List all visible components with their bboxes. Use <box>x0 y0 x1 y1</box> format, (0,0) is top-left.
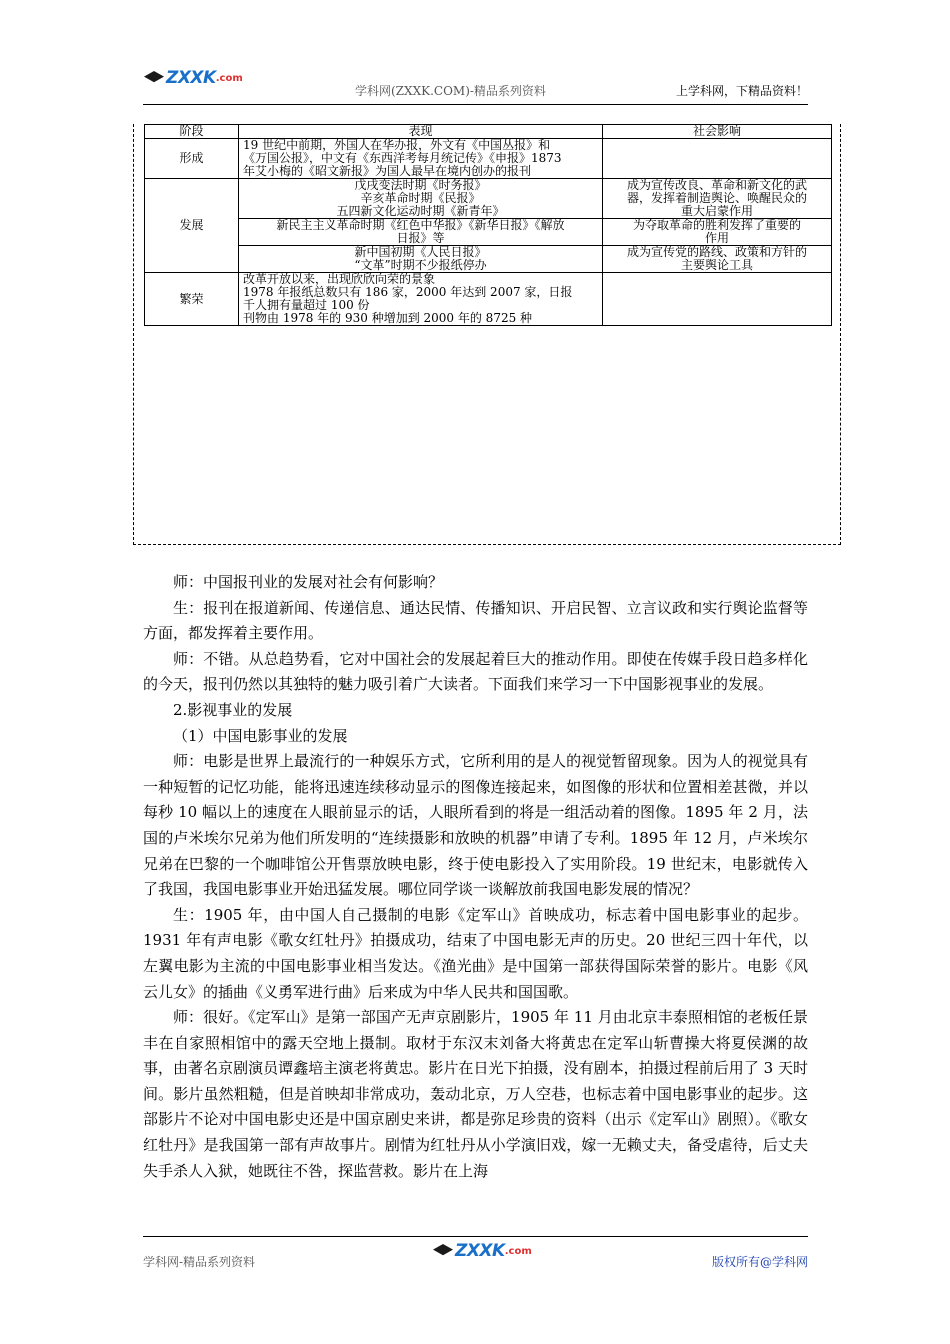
paragraph: 师：很好。《定军山》是第一部国产无声京剧影片，1905 年 11 月由北京丰泰照相馆的老板任景丰在自家照相馆中的露天空地上摄制。取材于东汉末刘备大将黄忠在定军山斩曹操大将夏侯渊的故事，由著名京剧演员谭鑫培主演老将黄忠。影片在日光下拍摄，没有剧本，拍摄过程前后用了 3 天时间。影片虽然粗糙，但是首映却非常成功，轰动北京，万人空巷，也标志着中国电影事业的起步。这部影片不论对中国电影史还是中国京剧史来讲，都是弥足珍贵的资料（出示《定军山》剧照）。《歌女红牡丹》是我国第一部有声故事片。剧情为红牡丹从小学演旧戏，嫁一无赖丈夫，备受虐待，后丈夫失手杀人入狱，她既往不咎，探监营救。影片在上海 <box>143 1008 808 1180</box>
table-row-formation <box>145 139 832 179</box>
paragraph: 师：电影是世界上最流行的一种娱乐方式，它所利用的是人的视觉暂留现象。因为人的视觉具有一种短暂的记忆功能，能将迅速连续移动显示的图像连接起来，如图像的形状和位置相差甚微，并以每秒 10 幅以上的速度在人眼前显示的话，人眼所看到的将是一组活动着的图像。1895 年 2 月，法国的卢米埃尔兄弟为他们所发明的“连续摄影和放映的机器”申请了专利。1895 年 12 月，卢米埃尔兄弟在巴黎的一个咖啡馆公开售票放映电影，终于使电影投入了实用阶段。19 世纪末，电影就传入了我国，我国电影事业开始迅猛发展。哪位同学谈一谈解放前我国电影发展的情况？ <box>143 752 808 899</box>
development-performance-1 <box>239 179 603 219</box>
logo-text: ZXXK <box>166 68 216 88</box>
table-row-development-3 <box>145 246 832 273</box>
header-impact: 社会影响 <box>603 125 832 139</box>
paragraph: 师：中国报刊业的发展对社会有何影响？ <box>173 573 444 591</box>
cell-line: 日报》等 <box>396 231 445 245</box>
cell-line: 作用 <box>704 231 729 245</box>
subsection-heading: （1）中国电影事业的发展 <box>173 726 348 745</box>
development-impact-3 <box>603 246 832 273</box>
cell-line: 1978 年报纸总数只有 186 家，2000 年达到 2007 家，日报 <box>243 285 573 299</box>
stage-formation: 形成 <box>145 139 239 179</box>
table-row-development-1 <box>145 179 832 219</box>
development-performance-2 <box>239 219 603 246</box>
table-row-prosperity <box>145 273 832 326</box>
cell-line: 成为宣传党的路线、政策和方针的 <box>626 245 807 259</box>
footer-logo <box>433 1241 532 1261</box>
logo-suffix: .com <box>215 72 243 84</box>
cell-line: 重大启蒙作用 <box>680 204 753 218</box>
logo-suffix: .com <box>504 1245 532 1257</box>
formation-performance <box>239 139 603 179</box>
logo-text: ZXXK <box>455 1241 505 1261</box>
formation-impact <box>603 139 832 179</box>
table-row-development-2 <box>145 219 832 246</box>
paragraph: 师：不错。从总趋势看，它对中国社会的发展起着巨大的推动作用。即使在传媒手段日趋多样化的今天，报刊仍然以其独特的魅力吸引着广大读者。下面我们来学习一下中国影视事业的发展。 <box>143 649 808 694</box>
cell-line: 刊物由 1978 年的 930 种增加到 2000 年的 8725 种 <box>243 311 533 325</box>
header-slogan: 上学科网，下精品资料！ <box>675 84 808 98</box>
cell-line: 《万国公报》，中文有《东西洋考每月统记传》《申报》1873 <box>243 151 562 165</box>
cell-line: 五四新文化运动时期《新青年》 <box>336 204 505 218</box>
cell-line: 主要舆论工具 <box>680 258 753 272</box>
graduation-cap-icon <box>433 1244 453 1258</box>
cell-line: 戊戌变法时期《时务报》 <box>354 178 487 192</box>
footer-left-text: 学科网-精品系列资料 <box>143 1255 256 1269</box>
paragraph: 生：1905 年，由中国人自己摄制的电影《定军山》首映成功，标志着中国电影事业的起步。1931 年有声电影《歌女红牡丹》拍摄成功，结束了中国电影无声的历史。20 世纪三四十年代，以左翼电影为主流的中国电影事业相当发达。《渔光曲》是中国第一部获得国际荣誉的影片。电影《风云儿女》的插曲《义勇军进行曲》后来成为中华人民共和国国歌。 <box>143 905 808 1001</box>
newspaper-development-table <box>144 124 832 326</box>
stage-prosperity: 繁荣 <box>145 273 239 326</box>
cell-line: 为夺取革命的胜利发挥了重要的 <box>632 218 801 232</box>
cell-line: 辛亥革命时期《民报》 <box>360 191 481 205</box>
cell-line: “文革”时期不少报纸停办 <box>354 258 487 272</box>
cell-line: 成为宣传改良、革命和新文化的武 <box>626 178 807 192</box>
cell-line: 新民主主义革命时期《红色中华报》《新华日报》《解放 <box>276 218 565 232</box>
prosperity-performance <box>239 273 603 326</box>
table-frame <box>133 124 841 545</box>
cell-line: 千人拥有量超过 100 份 <box>243 298 370 312</box>
page-header <box>143 78 808 105</box>
development-impact-1 <box>603 179 832 219</box>
cell-line: 19 世纪中前期，外国人在华办报，外文有《中国丛报》和 <box>243 138 551 152</box>
cell-line: 年艾小梅的《昭文新报》为国人最早在境内创办的报刊 <box>243 164 532 178</box>
page-footer <box>143 1236 808 1277</box>
stage-development: 发展 <box>145 179 239 273</box>
table-header-row <box>145 125 832 139</box>
cell-line: 改革开放以来，出现欣欣向荣的景象 <box>243 272 436 286</box>
cell-line: 新中国初期《人民日报》 <box>354 245 487 259</box>
development-performance-3 <box>239 246 603 273</box>
prosperity-impact <box>603 273 832 326</box>
header-title: 学科网(ZXXK.COM)-精品系列资料 <box>355 84 546 98</box>
cell-line: 器，发挥着制造舆论、唤醒民众的 <box>626 191 807 205</box>
section-heading: 2.影视事业的发展 <box>173 700 293 719</box>
paragraph: 生：报刊在报道新闻、传递信息、通达民情、传播知识、开启民智、立言议政和实行舆论监督等方面，都发挥着主要作用。 <box>143 598 808 643</box>
header-stage: 阶段 <box>145 125 239 139</box>
lesson-body <box>143 570 808 1184</box>
header-performance: 表现 <box>239 125 603 139</box>
footer-copyright: 版权所有@学科网 <box>711 1255 808 1269</box>
development-impact-2 <box>603 219 832 246</box>
